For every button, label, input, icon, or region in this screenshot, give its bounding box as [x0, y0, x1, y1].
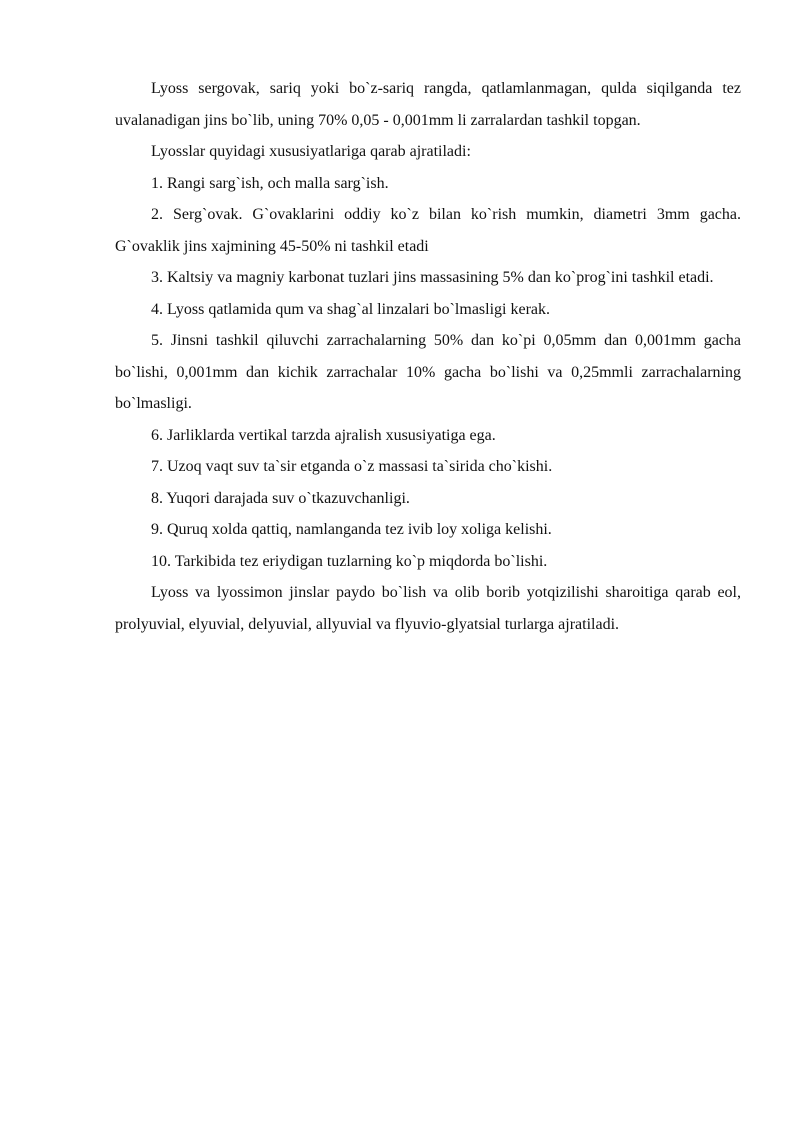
list-item-2: 2. Serg`ovak. G`ovaklarini oddiy ko`z bilan ko`rish mumkin, diametri 3mm gacha. G`ovaklik jins xajmining 45-50% ni tashkil etadi	[115, 206, 741, 255]
paragraph-intro: Lyoss sergovak, sariq yoki bo`z-sariq rangda, qatlamlanmagan, qulda siqilganda tez uvalanadigan jins bo`lib, uning 70% 0,05 - 0,001mm li zarralardan tashkil topgan.	[115, 80, 741, 129]
document-page	[115, 73, 741, 640]
list-item-6: 6. Jarliklarda vertikal tarzda ajralish xususiyatiga ega.	[151, 426, 496, 444]
paragraph-conclusion: Lyoss va lyossimon jinslar paydo bo`lish va olib borib yotqizilishi sharoitiga qarab eol, prolyuvial, elyuvial, delyuvial, allyuvial va flyuvio-glyatsial turlarga ajratiladi.	[115, 584, 741, 633]
list-item-10: 10. Tarkibida tez eriydigan tuzlarning ko`p miqdorda bo`lishi.	[151, 552, 548, 570]
list-item-7: 7. Uzoq vaqt suv ta`sir etganda o`z massasi ta`sirida cho`kishi.	[151, 458, 553, 475]
list-item-8: 8. Yuqori darajada suv o`tkazuvchanligi.	[151, 489, 410, 507]
paragraph-list-heading: Lyosslar quyidagi xususiyatlariga qarab ajratiladi:	[151, 143, 471, 160]
list-item-5: 5. Jinsni tashkil qiluvchi zarrachalarning 50% dan ko`pi 0,05mm dan 0,001mm gacha bo`lishi, 0,001mm dan kichik zarrachalar 10% gacha bo`lishi va 0,25mmli zarrachalarning bo`lmasligi.	[115, 332, 741, 412]
list-item-4: 4. Lyoss qatlamida qum va shag`al linzalari bo`lmasligi kerak.	[151, 300, 551, 318]
list-item-3: 3. Kaltsiy va magniy karbonat tuzlari jins massasining 5% dan ko`prog`ini tashkil etadi.	[151, 269, 714, 286]
list-item-1: 1. Rangi sarg`ish, och malla sarg`ish.	[151, 174, 389, 192]
list-item-9: 9. Quruq xolda qattiq, namlanganda tez ivib loy xoliga kelishi.	[151, 521, 552, 538]
